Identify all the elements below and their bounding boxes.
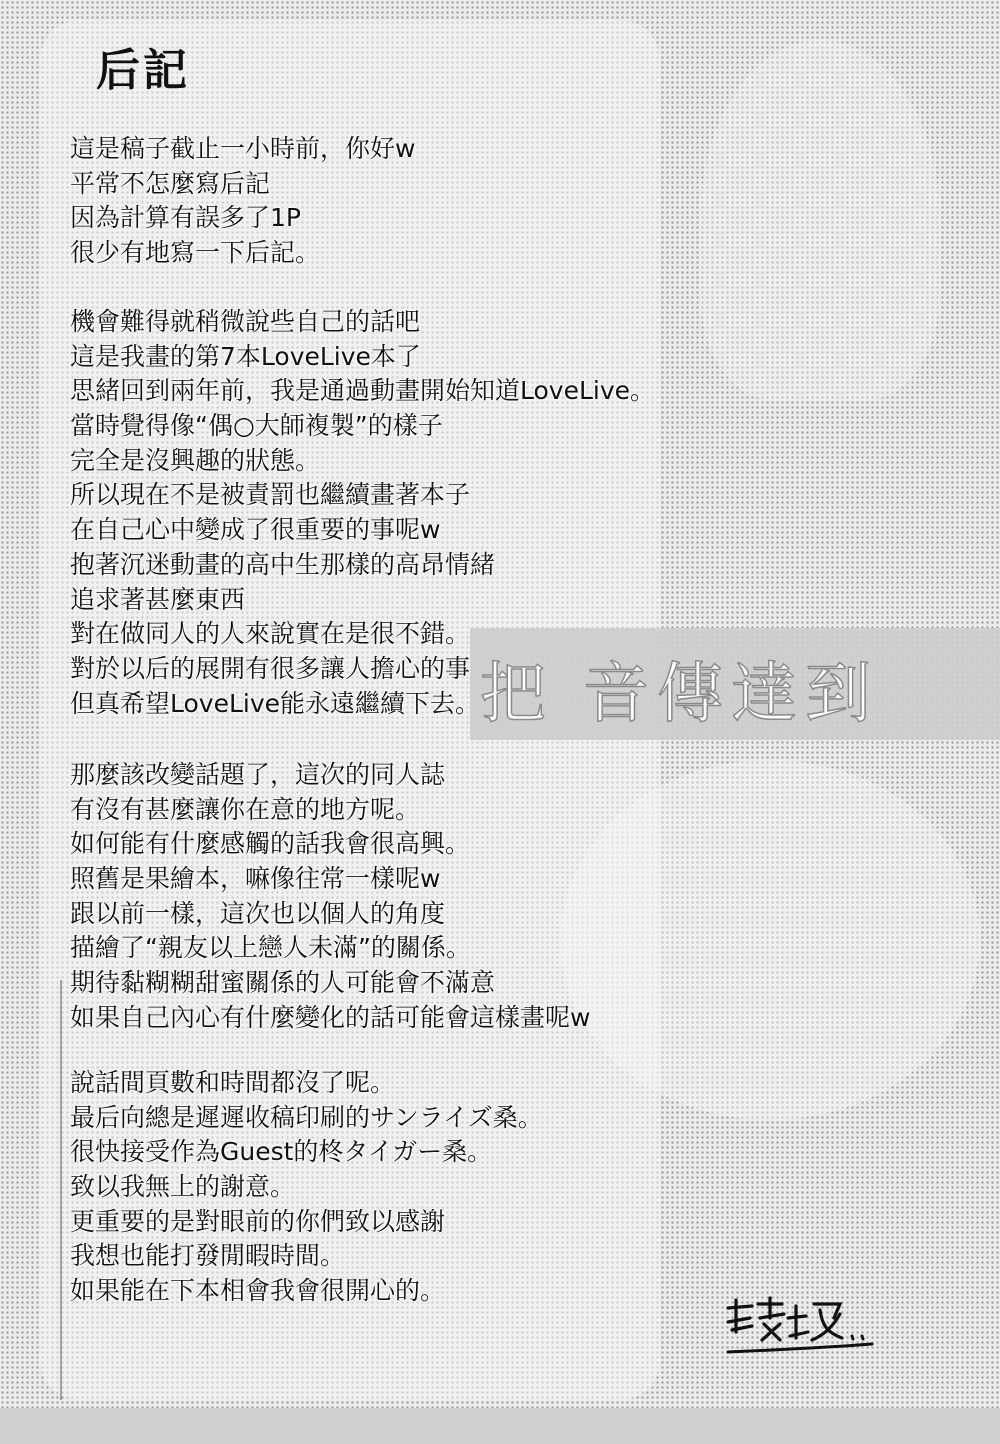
text-line: 完全是沒興趣的狀態。 xyxy=(70,445,321,475)
handwritten-signature xyxy=(722,1296,882,1372)
text-line: 說話間頁數和時間都沒了呢。 xyxy=(70,1068,396,1097)
text-line: 更重要的是對眼前的你們致以感謝 xyxy=(70,1206,446,1236)
paragraph-about-book xyxy=(70,758,590,1036)
text-line: 照舊是果繪本，嘛像往常一樣呢w xyxy=(70,864,441,894)
text-line: 思緒回到兩年前，我是通過動畫開始知道LoveLive。 xyxy=(70,376,656,406)
paragraph-thanks xyxy=(70,1066,543,1309)
text-line: 很快接受作為Guest的柊タイガー桑。 xyxy=(70,1137,493,1167)
text-line: 跟以前一樣，這次也以個人的角度 xyxy=(70,898,446,928)
text-line: 致以我無上的謝意。 xyxy=(70,1172,296,1202)
text-line: 因為計算有誤多了1P xyxy=(70,203,301,233)
text-line: 當時覺得像“偶○大師複製”的樣子 xyxy=(70,411,443,441)
text-line: 我想也能打發閒暇時間。 xyxy=(70,1241,346,1271)
text-line: 對在做同人的人來說實在是很不錯。 xyxy=(70,619,471,649)
text-line: 所以現在不是被責罰也繼續畫著本子 xyxy=(70,480,471,510)
paragraph-intro xyxy=(70,132,415,271)
text-line: 追求著甚麼東西 xyxy=(70,584,246,614)
text-line: 對於以后的展開有很多讓人擔心的事 xyxy=(70,653,471,683)
text-line: 但真希望LoveLive能永遠繼續下去。 xyxy=(70,688,481,718)
banner-text: 把 音傳達到 xyxy=(480,655,879,732)
text-line: 那麼該改變話題了，這次的同人誌 xyxy=(70,760,446,789)
text-line: 如果自己內心有什麼變化的話可能會這樣畫呢w xyxy=(70,1002,591,1032)
text-line: 很少有地寫一下后記。 xyxy=(70,238,321,268)
background-art-figure xyxy=(700,40,940,400)
text-line: 在自己心中變成了很重要的事呢w xyxy=(70,515,441,545)
text-line: 平常不怎麼寫后記 xyxy=(70,168,271,198)
text-line: 描繪了“親友以上戀人未滿”的關係。 xyxy=(70,933,471,963)
paragraph-about-author xyxy=(70,305,655,721)
text-line: 機會難得就稍微說些自己的話吧 xyxy=(70,307,421,336)
page-title: 后記 xyxy=(96,45,190,96)
background-bottom-band xyxy=(0,1408,1000,1444)
text-line: 這是我畫的第7本LoveLive本了 xyxy=(70,341,421,371)
text-line: 有沒有甚麼讓你在意的地方呢。 xyxy=(70,794,421,824)
background-art-face xyxy=(560,760,980,1120)
text-line: 抱著沉迷動畫的高中生那樣的高昂情緒 xyxy=(70,549,496,579)
background-art-stroke xyxy=(60,980,62,1400)
text-line: 這是稿子截止一小時前，你好w xyxy=(70,134,416,163)
text-line: 如何能有什麼感觸的話我會很高興。 xyxy=(70,829,471,859)
text-line: 最后向總是遲遲收稿印刷的サンライズ桑。 xyxy=(70,1102,543,1132)
text-line: 如果能在下本相會我會很開心的。 xyxy=(70,1276,446,1306)
text-line: 期待黏糊糊甜蜜關係的人可能會不滿意 xyxy=(70,968,496,998)
